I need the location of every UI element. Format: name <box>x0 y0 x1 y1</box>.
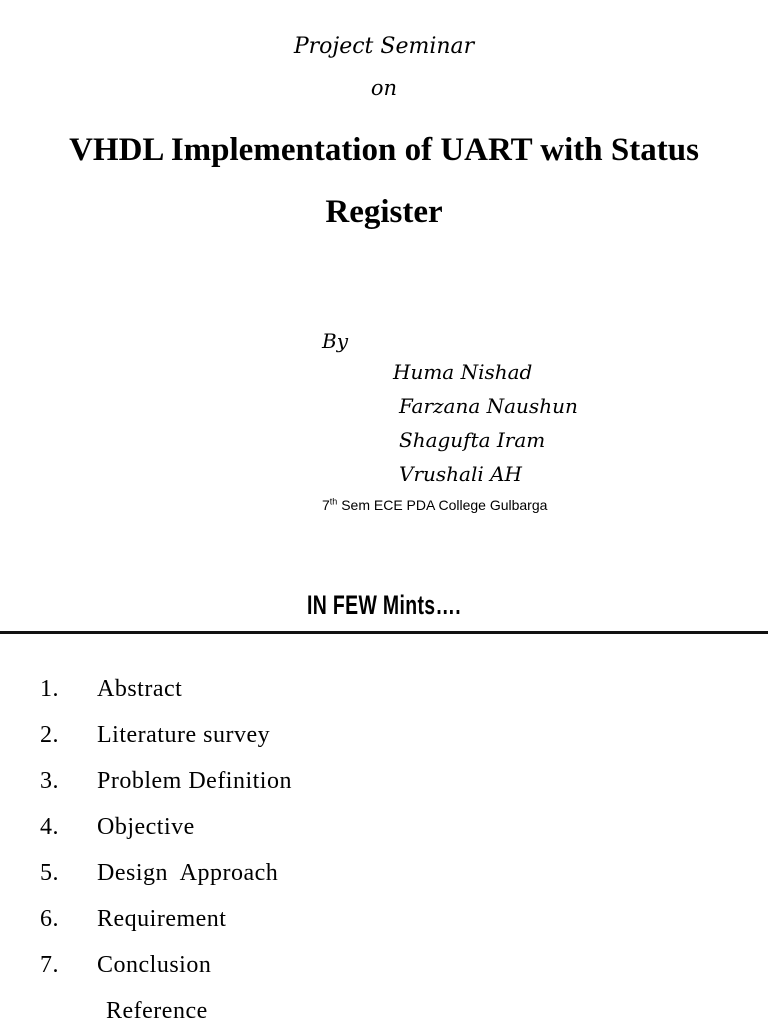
contents-item-number: 2. <box>40 722 59 748</box>
contents-item-label: Design Approach <box>97 860 279 886</box>
contents-item-number: 7. <box>40 952 59 978</box>
contents-heading: IN FEW Mints…. <box>306 590 462 620</box>
contents-item-label: Objective <box>97 814 195 840</box>
affiliation-text: Sem ECE PDA College Gulbarga <box>337 497 548 513</box>
author-name: Huma Nishad <box>393 360 533 384</box>
on-label: on <box>370 76 398 100</box>
contents-item-label: Conclusion <box>97 952 212 978</box>
document-title-line-2: Register <box>325 194 443 230</box>
contents-item-number: 6. <box>40 906 59 932</box>
contents-item-label: Requirement <box>97 906 227 932</box>
author-name: Farzana Naushun <box>399 394 578 418</box>
by-label: By <box>322 329 348 353</box>
contents-item-label: Problem Definition <box>97 768 292 794</box>
contents-item-number: 3. <box>40 768 59 794</box>
semester-number: 7 <box>322 497 330 513</box>
author-name: Vrushali AH <box>399 462 522 486</box>
author-name: Shagufta Iram <box>399 428 546 452</box>
contents-item-number: 1. <box>40 676 59 702</box>
document-title-line-1: VHDL Implementation of UART with Status <box>69 132 699 168</box>
contents-item-number: 4. <box>40 814 59 840</box>
contents-item-number: 5. <box>40 860 59 886</box>
affiliation <box>322 497 547 513</box>
contents-item-label: Literature survey <box>97 722 271 748</box>
section-divider <box>0 631 768 634</box>
contents-item-label: Abstract <box>97 676 183 702</box>
semester-ordinal-suffix: th <box>329 496 338 507</box>
seminar-label: Project Seminar <box>293 34 475 59</box>
contents-reference-item: Reference <box>106 998 208 1024</box>
